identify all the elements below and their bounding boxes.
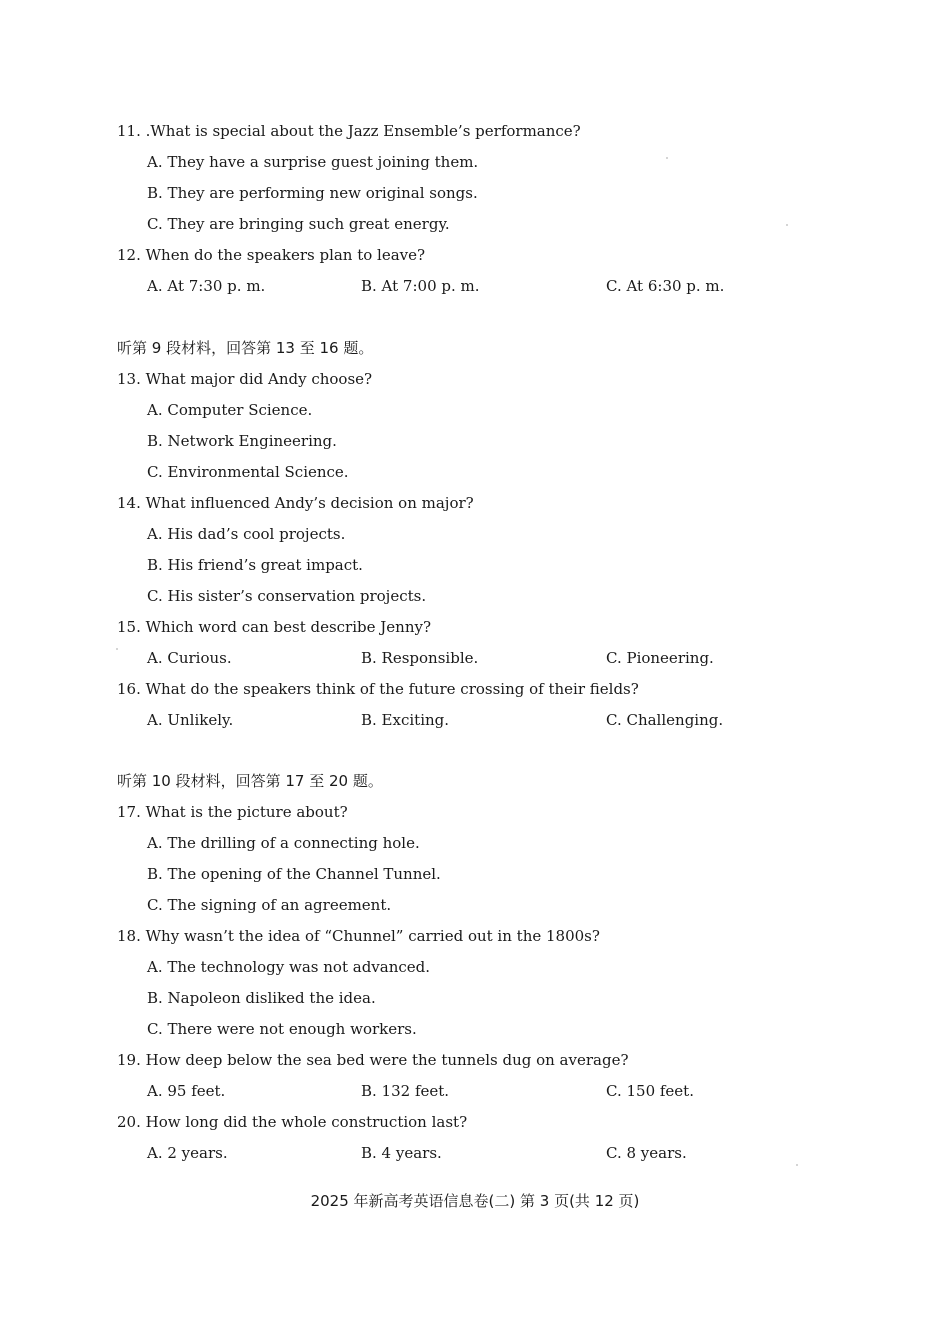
question-19-stem: 19. How deep below the sea bed were the tunnels dug on average?	[117, 1051, 629, 1069]
question-15-option-c: C. Pioneering.	[606, 649, 714, 667]
question-20-option-c: C. 8 years.	[606, 1144, 687, 1162]
section-10-instruction: 听第 10 段材料，回答第 17 至 20 题。	[117, 772, 383, 790]
scan-speck	[796, 1164, 798, 1166]
question-19-option-a: A. 95 feet.	[147, 1082, 226, 1100]
question-15-stem: 15. Which word can best describe Jenny?	[117, 618, 432, 636]
question-14-option-a: A. His dad’s cool projects.	[147, 525, 346, 543]
section-9-instruction: 听第 9 段材料，回答第 13 至 16 题。	[117, 339, 374, 357]
question-14-option-c: C. His sister’s conservation projects.	[147, 587, 427, 605]
question-17-option-c: C. The signing of an agreement.	[147, 896, 392, 914]
question-14-option-b: B. His friend’s great impact.	[147, 556, 363, 574]
question-15-option-a: A. Curious.	[147, 649, 232, 667]
scan-speck	[666, 157, 668, 159]
question-11-option-b: B. They are performing new original songs.	[147, 184, 478, 202]
question-12-stem: 12. When do the speakers plan to leave?	[117, 246, 426, 264]
question-11-option-c: C. They are bringing such great energy.	[147, 215, 450, 233]
question-17-option-b: B. The opening of the Channel Tunnel.	[147, 865, 441, 883]
question-16-option-c: C. Challenging.	[606, 711, 724, 729]
question-15-option-b: B. Responsible.	[361, 649, 479, 667]
question-18-option-c: C. There were not enough workers.	[147, 1020, 417, 1038]
question-16-stem: 16. What do the speakers think of the future crossing of their fields?	[117, 680, 639, 698]
scan-speck	[116, 648, 118, 650]
scan-speck	[786, 224, 788, 226]
question-19-option-b: B. 132 feet.	[361, 1082, 450, 1100]
question-17-option-a: A. The drilling of a connecting hole.	[147, 834, 420, 852]
question-13-option-c: C. Environmental Science.	[147, 463, 349, 481]
question-20-option-a: A. 2 years.	[147, 1144, 228, 1162]
question-17-stem: 17. What is the picture about?	[117, 803, 348, 821]
question-20-option-b: B. 4 years.	[361, 1144, 442, 1162]
question-12-option-a: A. At 7:30 p. m.	[147, 277, 266, 295]
question-18-stem: 18. Why wasn’t the idea of “Chunnel” carried out in the 1800s?	[117, 927, 600, 945]
question-19-option-c: C. 150 feet.	[606, 1082, 694, 1100]
question-18-option-b: B. Napoleon disliked the idea.	[147, 989, 376, 1007]
question-13-option-a: A. Computer Science.	[147, 401, 313, 419]
question-13-option-b: B. Network Engineering.	[147, 432, 337, 450]
question-16-option-a: A. Unlikely.	[147, 711, 234, 729]
question-11-option-a: A. They have a surprise guest joining them.	[147, 153, 479, 171]
question-13-stem: 13. What major did Andy choose?	[117, 370, 373, 388]
question-16-option-b: B. Exciting.	[361, 711, 450, 729]
question-14-stem: 14. What influenced Andy’s decision on major?	[117, 494, 474, 512]
question-11-stem: 11. .What is special about the Jazz Ensemble’s performance?	[117, 122, 581, 140]
question-20-stem: 20. How long did the whole construction last?	[117, 1113, 468, 1131]
page-footer: 2025 年新高考英语信息卷(二) 第 3 页(共 12 页)	[310, 1192, 640, 1210]
question-18-option-a: A. The technology was not advanced.	[147, 958, 431, 976]
question-12-option-c: C. At 6:30 p. m.	[606, 277, 725, 295]
question-12-option-b: B. At 7:00 p. m.	[361, 277, 480, 295]
